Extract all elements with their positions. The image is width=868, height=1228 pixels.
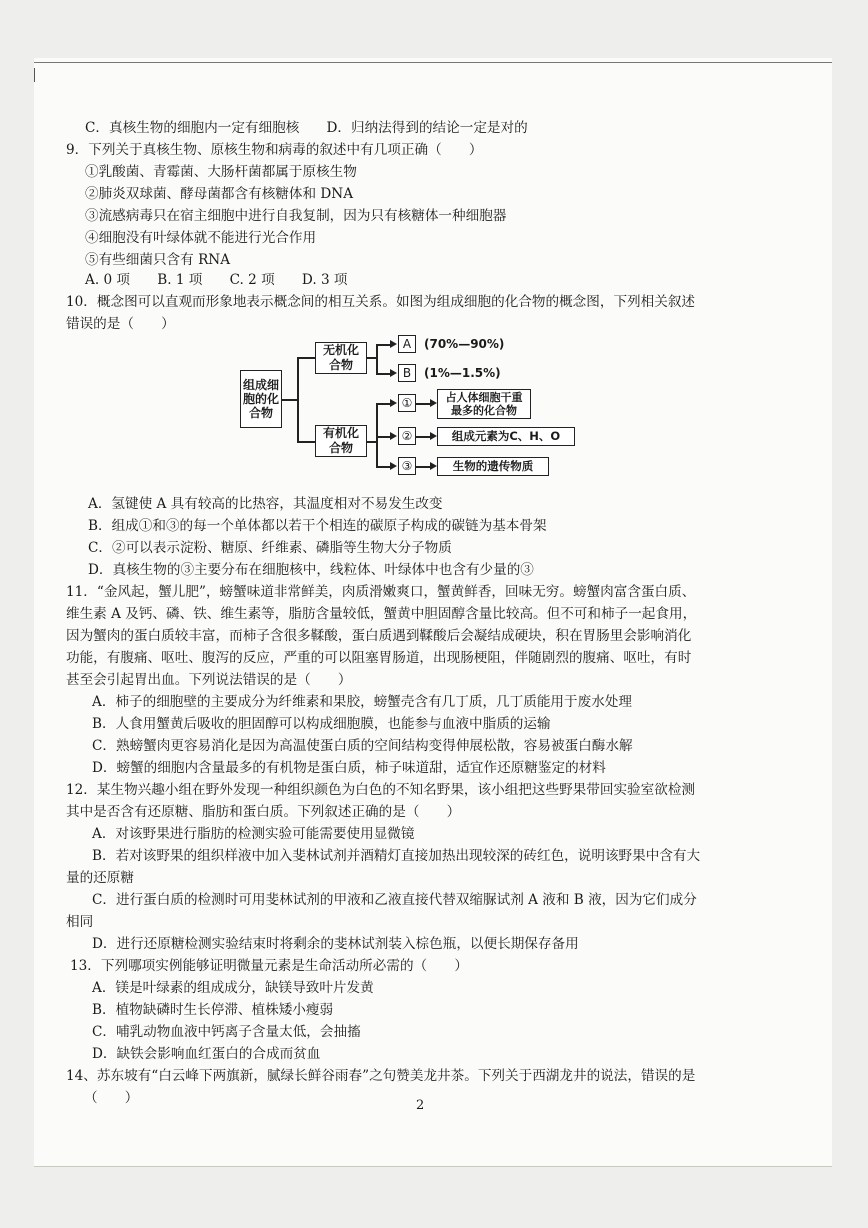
connector [376, 344, 390, 346]
a-percent: (70%—90%) [424, 337, 505, 351]
box-a: A [398, 335, 416, 353]
connector [376, 344, 378, 374]
text-line: 功能，有腹痛、呕吐、腹泻的反应，严重的可以阻塞胃肠道，出现肠梗阻，伴随剧烈的腹痛、呕吐，有时 [66, 650, 692, 666]
text-line: D．螃蟹的细胞内含量最多的有机物是蛋白质，柿子味道甜，适宜作还原糖鉴定的材料 [92, 760, 606, 776]
text-line: C．哺乳动物血液中钙离子含量太低，会抽搐 [92, 1024, 361, 1040]
text-line: C．进行蛋白质的检测时可用斐林试剂的甲液和乙液直接代替双缩脲试剂 A 液和 B 液，因为它们成分 [92, 892, 697, 908]
text-line: 12．某生物兴趣小组在野外发现一种组织颜色为白色的不知名野果，该小组把这些野果带回实验室欲检测 [66, 782, 696, 798]
connector [376, 466, 390, 468]
connector [376, 436, 390, 438]
text-line: ④细胞没有叶绿体就不能进行光合作用 [85, 230, 317, 246]
b-percent: (1%—1.5%) [424, 366, 501, 380]
text-line: ②肺炎双球菌、酵母菌都含有核糖体和 DNA [85, 186, 354, 202]
text-line: D．真核生物的③主要分布在细胞核中，线粒体、叶绿体中也含有少量的③ [88, 562, 534, 578]
page-number: 2 [416, 1098, 425, 1113]
text-line: B．植物缺磷时生长停滞、植株矮小瘦弱 [92, 1002, 334, 1018]
connector [297, 441, 315, 443]
connector [416, 436, 430, 438]
arrow-head [390, 432, 397, 440]
text-line: C．熟螃蟹肉更容易消化是因为高温使蛋白质的空间结构变得伸展松散，容易被蛋白酶水解 [92, 738, 633, 754]
page-edge-mark [34, 68, 35, 82]
text-line: 9．下列关于真核生物、原核生物和病毒的叙述中有几项正确（ ） [66, 142, 483, 158]
text-line: B．人食用蟹黄后吸收的胆固醇可以构成细胞膜，也能参与血液中脂质的运输 [92, 716, 551, 732]
text-line: 10．概念图可以直观而形象地表示概念间的相互关系。如图为组成细胞的化合物的概念图，下列相关叙述 [66, 294, 696, 310]
connector [376, 403, 378, 467]
connector [297, 357, 299, 442]
text-line: 相同 [66, 914, 94, 930]
connector [297, 357, 315, 359]
text-line: 量的还原糖 [66, 870, 134, 886]
text-line: B．若对该野果的组织样液中加入斐林试剂并酒精灯直接加热出现较深的砖红色，说明该野果中含有大 [92, 848, 701, 864]
arrow-head [430, 462, 437, 470]
connector [416, 466, 430, 468]
text-line: A．对该野果进行脂肪的检测实验可能需要使用显微镜 [92, 826, 415, 842]
arrow-head [390, 399, 397, 407]
text-line: A．氢键使 A 具有较高的比热容，其温度相对不易发生改变 [88, 496, 443, 512]
text-line: ①乳酸菌、青霉菌、大肠杆菌都属于原核生物 [85, 164, 357, 180]
desc-1: 占人体细胞干重最多的化合物 [437, 389, 531, 419]
page-top-rule [34, 62, 832, 63]
text-line: （ ） [84, 1090, 139, 1106]
text-line: D．进行还原糖检测实验结束时将剩余的斐林试剂装入棕色瓶，以便长期保存备用 [92, 936, 579, 952]
desc-2: 组成元素为C、H、O [437, 427, 575, 446]
organic-box: 有机化合物 [315, 425, 367, 457]
text-line: ③流感病毒只在宿主细胞中进行自我复制，因为只有核糖体一种细胞器 [85, 208, 507, 224]
text-line: 维生素 A 及钙、磷、铁、维生素等，脂肪含量较低，蟹黄中胆固醇含量比较高。但不可和柿子一起食用， [66, 606, 697, 622]
connector [376, 373, 390, 375]
box-2: ② [398, 427, 416, 445]
text-line: 14、苏东坡有“白云峰下两旗新，腻绿长鲜谷雨春”之句赞美龙井茶。下列关于西湖龙井的说法，错误的是 [66, 1068, 696, 1084]
text-line: 因为蟹肉的蛋白质较丰富，而柿子含很多鞣酸，蛋白质遇到鞣酸后会凝结成硬块，积在胃肠里会影响消化 [66, 628, 692, 644]
text-line: 11．“金风起，蟹儿肥”，螃蟹味道非常鲜美，肉质滑嫩爽口，蟹黄鲜香，回味无穷。螃蟹肉富含蛋白质、 [66, 584, 696, 600]
text-line: C．②可以表示淀粉、糖原、纤维素、磷脂等生物大分子物质 [88, 540, 452, 556]
text-line: A．柿子的细胞壁的主要成分为纤维素和果胶，螃蟹壳含有几丁质，几丁质能用于废水处理 [92, 694, 632, 710]
text-line: C．真核生物的细胞内一定有细胞核 D．归纳法得到的结论一定是对的 [85, 120, 528, 136]
box-3: ③ [398, 457, 416, 475]
arrow-head [390, 462, 397, 470]
arrow-head [390, 369, 397, 377]
box-b: B [398, 364, 416, 382]
connector [376, 403, 390, 405]
text-line: 13．下列哪项实例能够证明微量元素是生命活动所必需的（ ） [70, 958, 468, 974]
box-1: ① [398, 394, 416, 412]
text-line: A. 0 项 B. 1 项 C. 2 项 D. 3 项 [85, 272, 348, 288]
arrow-head [430, 432, 437, 440]
text-line: B．组成①和③的每一个单体都以若干个相连的碳原子构成的碳链为基本骨架 [88, 518, 547, 534]
text-line: ⑤有些细菌只含有 RNA [85, 252, 231, 268]
text-line: A．镁是叶绿素的组成成分，缺镁导致叶片发黄 [92, 980, 374, 996]
text-line: 甚至会引起胃出血。下列说法错误的是（ ） [66, 672, 352, 688]
text-line: 错误的是（ ） [66, 316, 175, 332]
inorganic-box: 无机化合物 [315, 342, 367, 374]
desc-3: 生物的遗传物质 [437, 457, 549, 476]
text-line: 其中是否含有还原糖、脂肪和蛋白质。下列叙述正确的是（ ） [66, 804, 461, 820]
arrow-head [390, 340, 397, 348]
connector [282, 399, 298, 401]
text-line: D．缺铁会影响血红蛋白的合成而贫血 [92, 1046, 321, 1062]
arrow-head [430, 399, 437, 407]
root-box: 组成细胞的化合物 [240, 370, 282, 428]
connector [416, 403, 430, 405]
